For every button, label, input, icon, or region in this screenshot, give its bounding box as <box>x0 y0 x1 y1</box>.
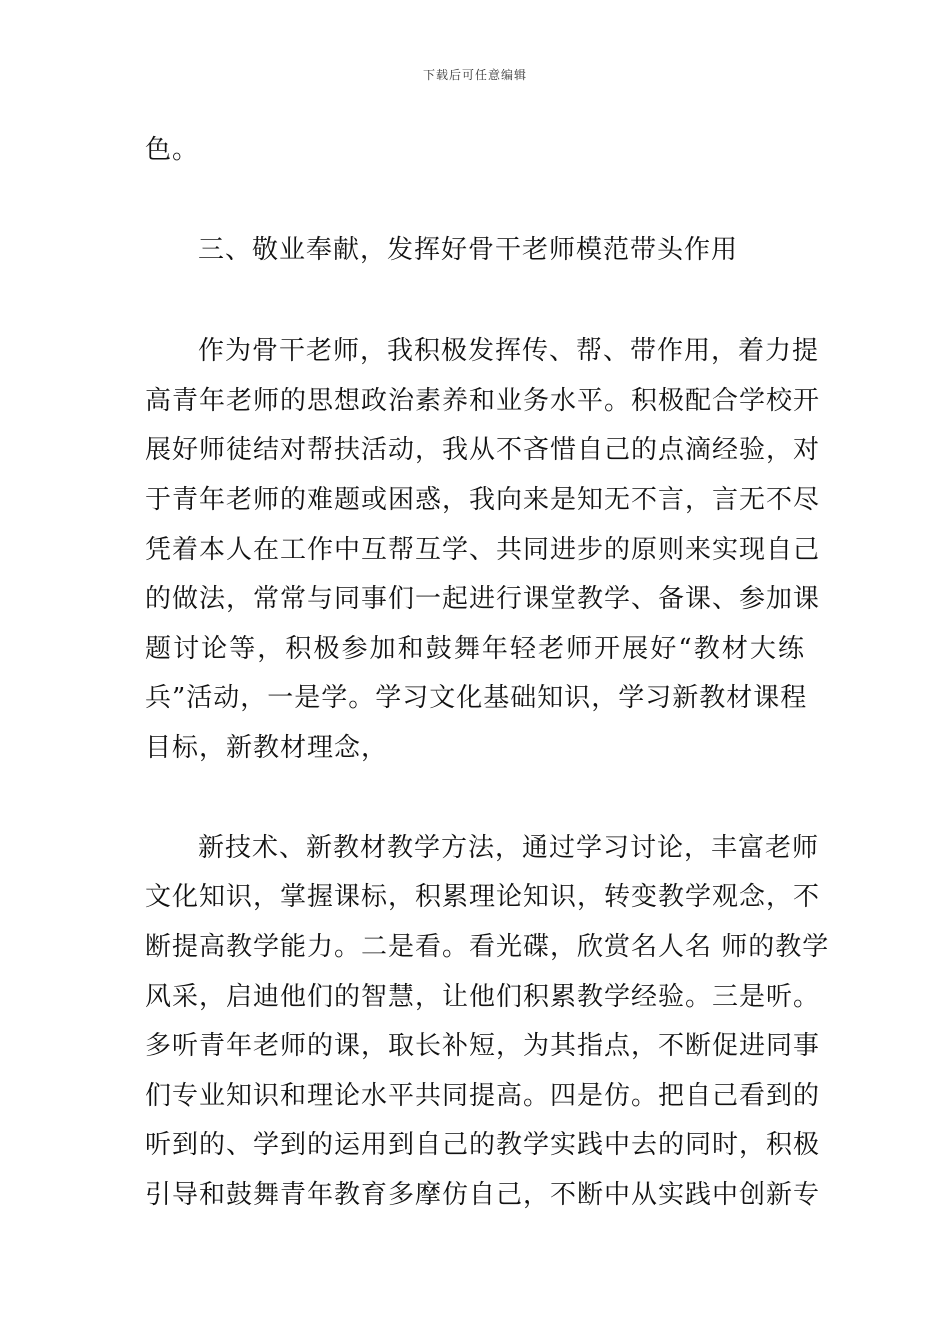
text-line: 题讨论等，积极参加和鼓舞年轻老师开展好“教材大练 <box>145 634 805 664</box>
section-heading: 三、敬业奉献，发挥好骨干老师模范带头作用 <box>198 235 739 265</box>
text-line: 色。 <box>145 135 200 165</box>
text-line: 文化知识，掌握课标，积累理论知识，转变教学观念，不 <box>145 882 821 912</box>
text-line: 于青年老师的难题或困惑，我向来是知无不言，言无不尽 <box>145 485 821 515</box>
text-line: 引导和鼓舞青年教育多摩仿自己，不断中从实践中创新专 <box>145 1180 821 1210</box>
text-line: 高青年老师的思想政治素养和业务水平。积极配合学校开 <box>145 386 821 416</box>
page-header-note: 下载后可任意编辑 <box>422 68 527 82</box>
text-line: 新技术、新教材教学方法，通过学习讨论，丰富老师 <box>198 833 820 863</box>
text-line: 展好师徒结对帮扶活动，我从不吝惜自己的点滴经验，对 <box>145 435 821 465</box>
text-line: 们专业知识和理论水平共同提高。四是仿。把自己看到的 <box>145 1081 821 1111</box>
text-line: 兵”活动，一是学。学习文化基础知识，学习新教材课程 <box>145 683 808 713</box>
text-line: 凭着本人在工作中互帮互学、共同进步的原则来实现自己 <box>145 535 821 565</box>
text-line: 多听青年老师的课，取长补短，为其指点，不断促进同事 <box>145 1031 821 1061</box>
text-line: 作为骨干老师，我积极发挥传、帮、带作用，着力提 <box>198 336 820 366</box>
text-line: 风采，启迪他们的智慧，让他们积累教学经验。三是听。 <box>145 982 821 1012</box>
text-line: 听到的、学到的运用到自己的教学实践中去的同时，积极 <box>145 1130 821 1160</box>
text-line: 目标，新教材理念， <box>145 733 389 763</box>
text-line: 的做法，常常与同事们一起进行课堂教学、备课、参加课 <box>145 584 821 614</box>
text-line: 断提高教学能力。二是看。看光碟，欣赏名人名 师的教学 <box>145 932 830 962</box>
